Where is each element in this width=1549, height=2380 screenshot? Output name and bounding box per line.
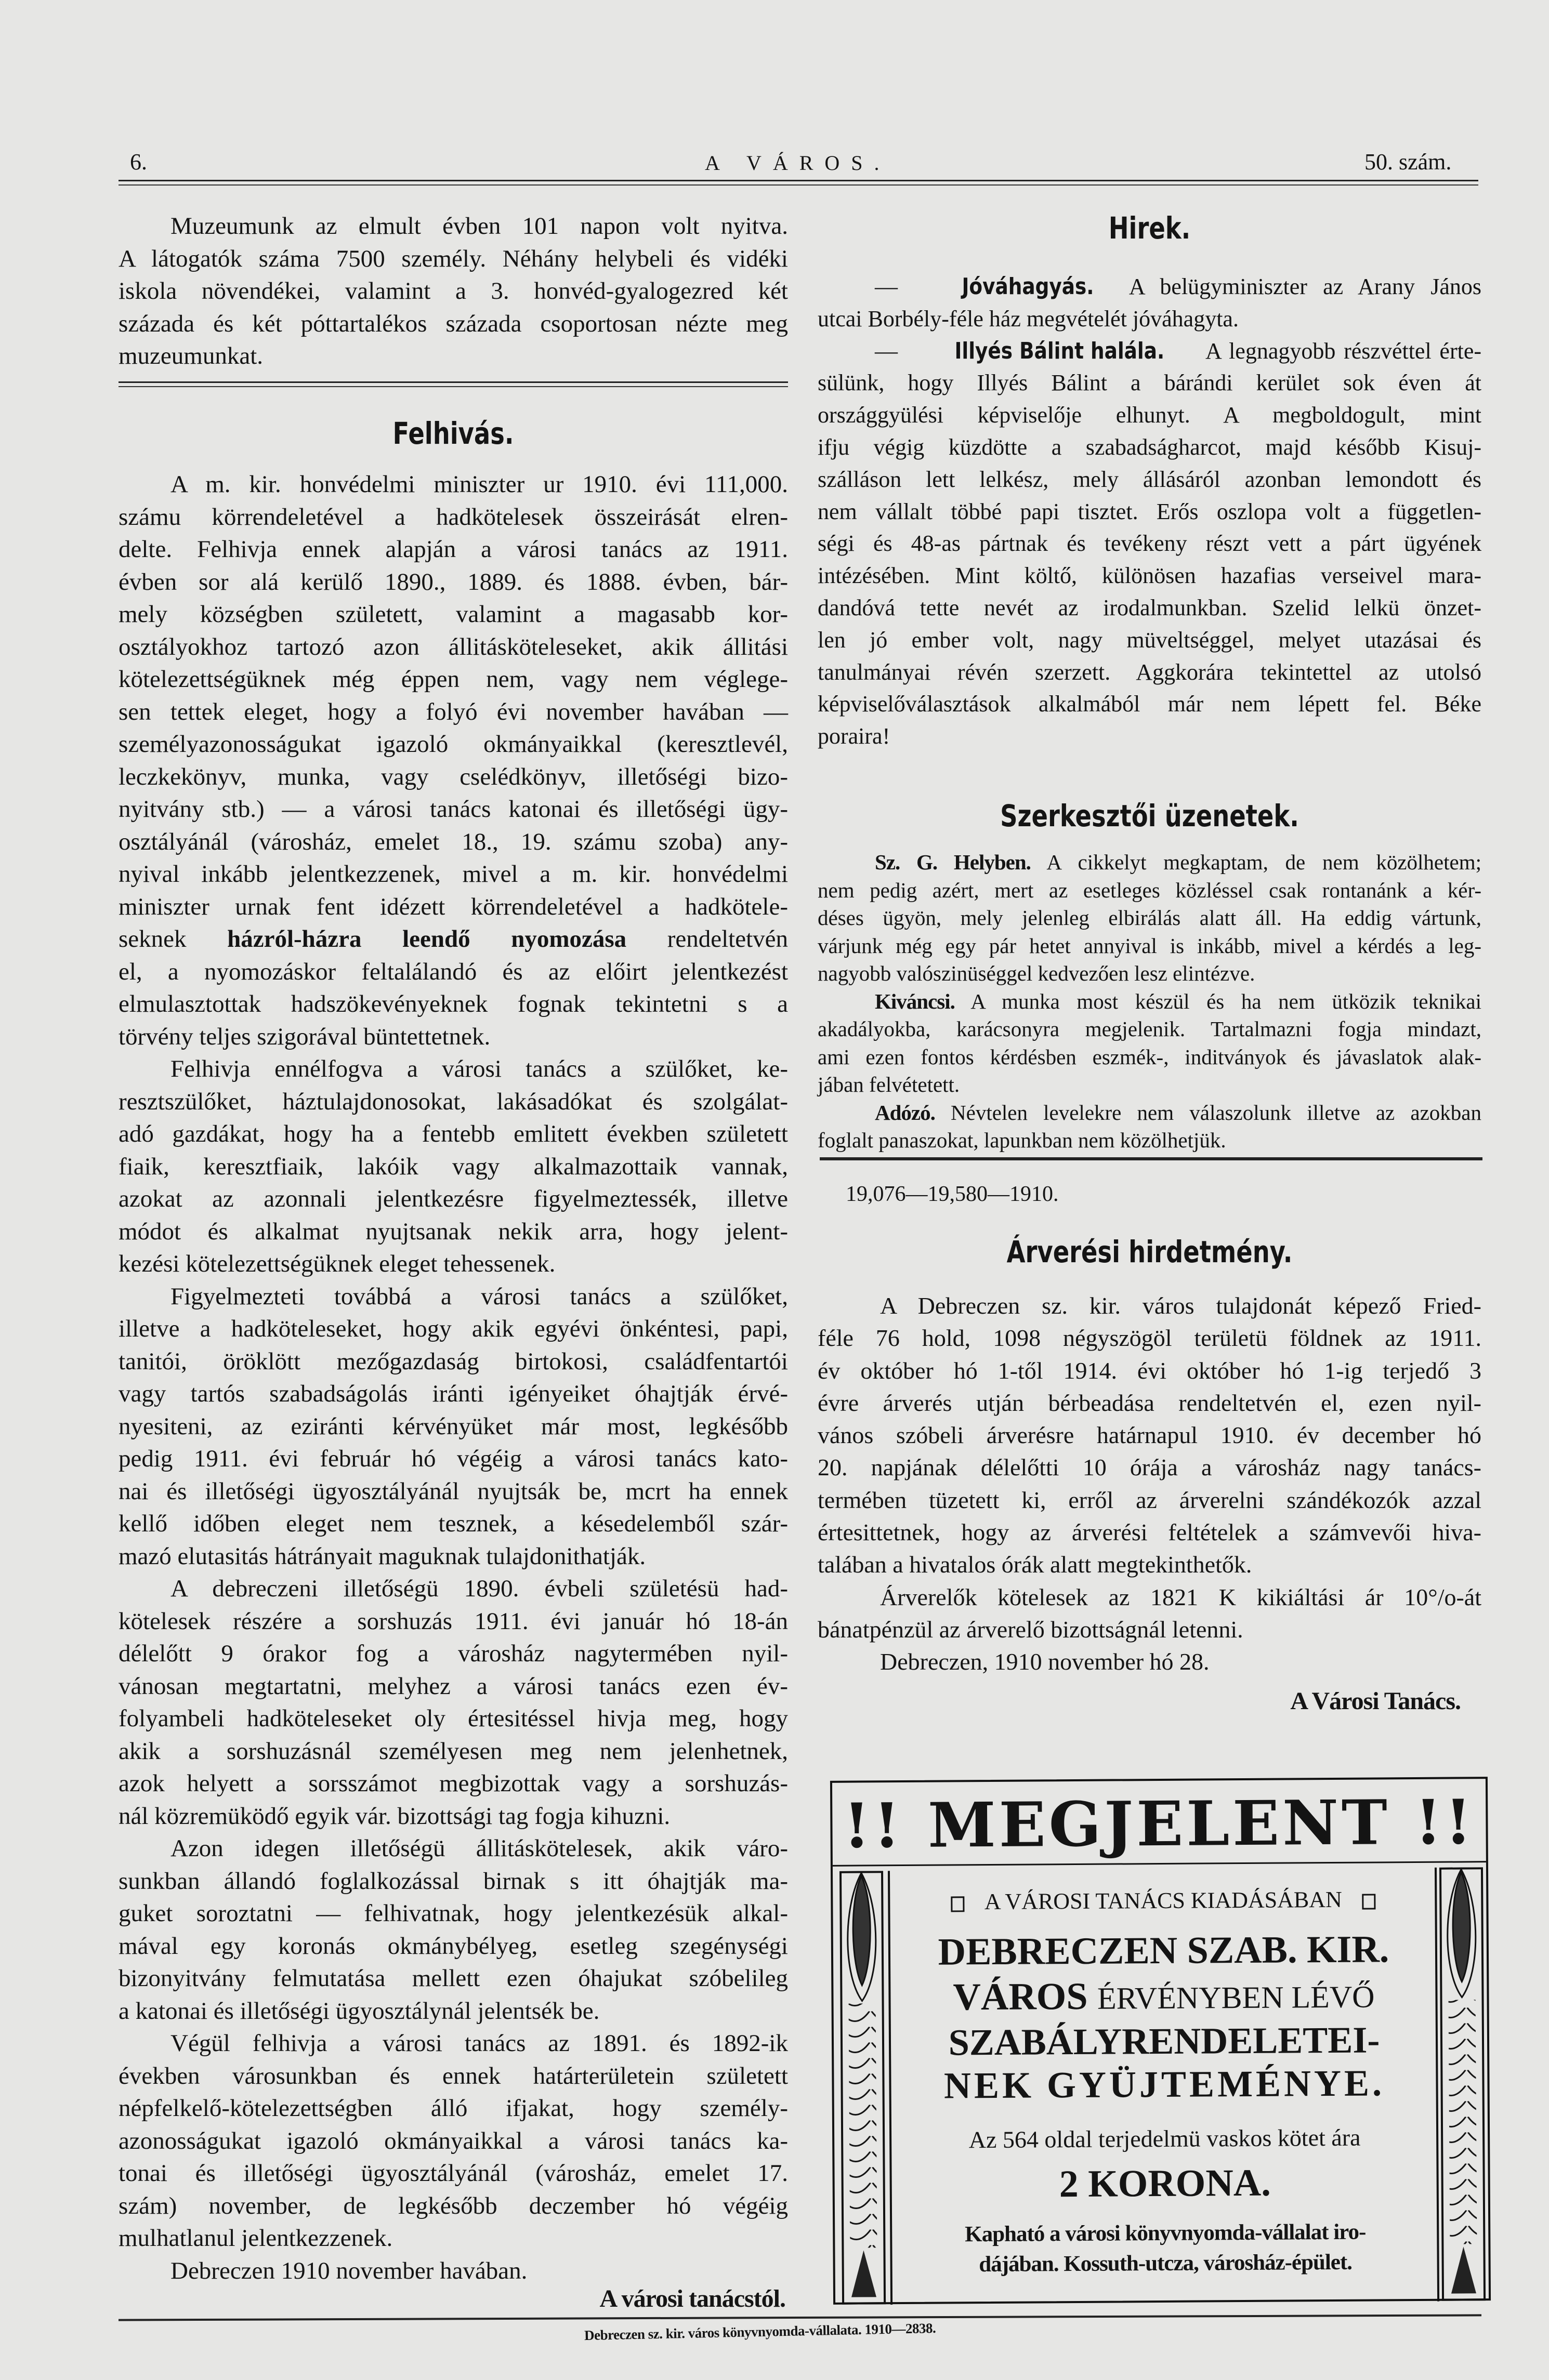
text-line: mely községben született, valamint a magasabb kor- [119, 601, 788, 628]
paragraph [818, 271, 1481, 335]
auction-heading: Árverési hirdetmény. [1006, 1234, 1293, 1270]
text-line [818, 988, 1481, 1016]
editorial-messages [818, 849, 1481, 1155]
text-line: ifju végig küzdötte a szabadságharcot, majd később Kisuj- [818, 434, 1481, 460]
text-line: szálláson lett lelkész, mely állásáról azonban lemondott és [818, 466, 1481, 492]
text-line: nyival inkább jelentkezzenek, mivel a m. kir. honvédelmi [119, 861, 788, 888]
text-line: nyitvány stb.) — a városi tanács katonai és illetőségi ügy- [119, 796, 788, 823]
text-line: talában a hivatalos órák alatt megtekinthetők. [818, 1551, 1252, 1578]
felhivas-article [119, 468, 788, 2287]
section-divider [119, 381, 788, 387]
text-line: osztályokhoz tartozó azon állitásköteleseket, akik állitási [119, 633, 788, 660]
text-line: sen tettek eleget, hogy a folyó évi november havában — [119, 698, 788, 725]
text-line: azokat az azonnali jelentkezésre figyelmeztessék, illetve [119, 1185, 788, 1212]
text-line: Debreczen 1910 november havában. [170, 2257, 528, 2284]
text-line: nai és illetőségi ügyosztályánál nyujtsák be, mcrt ha ennek [119, 1477, 788, 1505]
text-line: intézésében. Mint költő, különösen hazafias verseivel mara- [818, 563, 1481, 589]
text-line: módot és alkalmat nyujtsanak nekik arra, hogy jelent- [119, 1218, 788, 1245]
text-line: A m. kir. honvédelmi miniszter ur 1910. évi 111,000. [170, 471, 788, 498]
text-line: mulhatlanul jelentkezzenek. [119, 2225, 393, 2252]
text-line: nem vállalt többé papi tisztet. Erős oszlopa volt a független- [818, 498, 1481, 524]
text-line: muzeumunkat. [119, 342, 264, 369]
text-line: len jó ember volt, nagy müveltséggel, melyet utazásai és [818, 627, 1481, 653]
felhivas-signature: A városi tanácstól. [599, 2285, 785, 2312]
text-line [818, 335, 1481, 367]
text-line: vagy tartós szabadságolás iránti igényeiket óhajtják érvé- [119, 1380, 788, 1407]
bold-lead-in: Illyés Bálint halála. [954, 337, 1164, 364]
text-line: folyambeli hadköteleseket oly értesitéssel hivja meg, hogy [119, 1705, 788, 1732]
paragraph [119, 1280, 788, 1573]
text-line: ami ezen fontos kérdésben eszmék-, inditványok és jávaslatok alak- [818, 1044, 1481, 1069]
text-line: resztszülőket, háztulajdonosokat, lakásadókat és szolgálat- [119, 1088, 788, 1115]
text-line: adó gazdákat, hogy ha a fentebb emlitett években született [119, 1120, 788, 1147]
publisher-line [890, 1886, 1436, 1915]
issue-number: 50. szám. [1364, 149, 1452, 175]
text-line: években városunkban és ennek határterületein született [119, 2062, 788, 2090]
newspaper-title: A VÁROS. [705, 151, 891, 175]
ornament-left-icon [838, 1871, 893, 2305]
paragraph [119, 2255, 788, 2288]
paragraph [818, 1099, 1481, 1155]
text-line: nál közremüködő egyik vár. bizottsági tag fogja kihuzni. [119, 1802, 671, 1830]
text-line: délelőtt 9 órakor fog a városház nagytermében nyil- [119, 1640, 788, 1667]
book-title-rest: ÉRVÉNYBEN LÉVŐ [1097, 1979, 1375, 2016]
square-bullet-icon [951, 1896, 964, 1912]
text-line: el, a nyomozáskor feltalálandó és az előirt jelentkezést [119, 958, 788, 985]
paragraph [818, 1290, 1481, 1581]
text-line: A látogatók száma 7500 személy. Néhány helybeli és vidéki [119, 245, 788, 272]
text-line: év október hó 1-től 1914. évi október hó 1-ig terjedő 3 [818, 1357, 1481, 1384]
text-line: bánatpénzül az árverelő bizottságnál letenni. [818, 1616, 1243, 1643]
text-segment: — [875, 274, 914, 299]
text-line: vános szóbeli árverésre határnapul 1910. év december hó [818, 1422, 1481, 1449]
text-line: akik a sorshuzásnál személyesen meg nem jelenhetnek, [119, 1737, 788, 1765]
text-line: miniszter urnak fent idézett körrendeletével a hadkötele- [119, 893, 788, 920]
text-line: évben sor alá kerülő 1890., 1889. és 1888. évben, bár- [119, 568, 788, 596]
ornament-right-icon [1434, 1867, 1489, 2302]
paragraph [119, 1832, 788, 2027]
text-segment: Névtelen levelekre nem válaszolunk illetve az azokban [935, 1100, 1481, 1125]
text-line: vánosan megtartatni, melyhez a városi tanács ezen év- [119, 1672, 788, 1700]
text-segment: A belügyminiszter az Arany János [1114, 274, 1481, 299]
text-line: szám) november, de legkésőbb deczember hó végéig [119, 2192, 788, 2219]
text-line: Azon idegen illetőségü állitáskötelesek, akik váro- [170, 1835, 788, 1862]
text-line: várjunk még egy pár hetet annyival is inkább, mivel a kérdés a leg- [818, 933, 1481, 958]
paragraph [818, 988, 1481, 1099]
bold-lead-in: Adózó. [875, 1100, 935, 1125]
book-title-line-2 [891, 1973, 1436, 2020]
square-bullet-icon [1362, 1894, 1376, 1909]
text-line: tanulmányai révén szerzett. Aggkorára tekintettel az utolsó [818, 659, 1481, 685]
text-line: A debreczeni illetőségü 1890. évbeli születésü had- [170, 1575, 788, 1602]
text-line: Debreczen, 1910 november hó 28. [880, 1648, 1210, 1675]
book-advertisement [830, 1777, 1491, 2305]
text-segment: seknek [119, 925, 228, 953]
availability-line-1: Kapható a városi könyvnyomda-vállalat iro- [965, 2219, 1366, 2247]
felhivas-heading: Felhivás. [392, 416, 514, 451]
text-line: nagyobb valószinüséggel kedvezően lesz elintézve. [818, 961, 1255, 985]
text-line [818, 849, 1481, 877]
text-line: személyazonosságukat igazoló okmányaikkal (keresztlevél, [119, 731, 788, 758]
text-line: azok helyett a sorsszámot megbizottak vagy a sorshuzás- [119, 1770, 788, 1797]
text-line: mával egy koronás okmánybélyeg, esetleg szegénységi [119, 1932, 788, 1960]
advert-divider [833, 1861, 1486, 1867]
paragraph [818, 335, 1481, 752]
museum-notice [119, 210, 788, 373]
paragraph [119, 1053, 788, 1280]
text-line: értesittetnek, hogy az árverési feltételek a számvevői hiva- [818, 1519, 1481, 1546]
book-title-line-4: NEK GYÜJTEMÉNYE. [943, 2062, 1385, 2107]
book-title-line-1: DEBRECZEN SZAB. KIR. [938, 1928, 1389, 1974]
text-line: országgyülési képviselője elhunyt. A megboldogult, mint [818, 402, 1481, 428]
text-line: utcai Borbély-féle ház megvételét jóváhagyta. [818, 306, 1239, 332]
text-line: sülünk, hogy Illyés Bálint a bárándi kerület sok éven át [818, 370, 1481, 396]
header-rule [119, 180, 1478, 186]
text-line: azonosságukat igazoló okmányaikkal a városi tanács ka- [119, 2127, 788, 2154]
bold-lead-in: Jóváhagyás. [962, 273, 1094, 300]
text-line: foglalt panaszokat, lapunkban nem közölhetjük. [818, 1128, 1226, 1152]
text-line: 20. napjának délelőtti 10 órája a városház nagy tanács- [818, 1454, 1481, 1481]
text-line: Felhivja ennélfogva a városi tanács a szülőket, ke- [170, 1055, 788, 1082]
advert-title: !! MEGJELENT !! [843, 1786, 1475, 1862]
text-segment: A legnagyobb részvéttel érte- [1198, 338, 1482, 364]
text-line: féle 76 hold, 1098 négyszögöl területü földnek az 1911. [818, 1325, 1481, 1352]
paragraph [119, 2027, 788, 2255]
paragraph [119, 1572, 788, 1832]
text-line: tanitói, öröklött mezőgazdaság birtokosi, családfentartói [119, 1347, 788, 1375]
text-line [818, 1099, 1481, 1127]
text-line: iskola növendékei, valamint a 3. honvéd-gyalogezred két [119, 277, 788, 305]
book-title-bold: VÁROS [953, 1975, 1088, 2019]
text-line: guket soroztatni — felhivatnak, hogy jelentkezésük alkal- [119, 1900, 788, 1927]
bold-lead-in: házról-házra leendő nyomozása [227, 925, 627, 953]
editorial-messages-heading: Szerkesztői üzenetek. [1000, 798, 1299, 834]
text-line: fiaik, keresztfiaik, lakóik vagy alkalmazottaik vannak, [119, 1153, 788, 1180]
text-line: a katonai és illetőségi ügyosztálynál jelentsék be. [119, 1997, 600, 2025]
publisher-text: A VÁROSI TANÁCS KIADÁSÁBAN [984, 1886, 1342, 1915]
printer-imprint: Debreczen sz. kir. város könyvnyomda-vállalata. 1910—2838. [584, 2320, 936, 2344]
footer-rule [119, 2314, 1481, 2321]
text-line: poraira! [818, 723, 890, 749]
paragraph [818, 1581, 1481, 1646]
text-line: kezési kötelezettségüknek eleget tehessenek. [119, 1250, 556, 1277]
text-line [818, 271, 1481, 303]
text-line: kellő időben eleget nem tesznek, a késedelemből szár- [119, 1510, 788, 1537]
text-segment: rendeltetvén [626, 925, 789, 953]
text-line: déses ügyön, mely jelenleg elbirálás alatt áll. Ha eddig vártunk, [818, 906, 1481, 930]
text-line: kötelezettségüknek még éppen nem, vagy nem véglege- [119, 666, 788, 693]
bold-lead-in: Kiváncsi. [875, 989, 955, 1013]
text-line: népfelkelő-kötelezettségben álló ifjakat, hogy személy- [119, 2095, 788, 2122]
text-segment: — [875, 338, 906, 364]
text-line: Árverelők kötelesek az 1821 K kikiáltási ár 10°/o-át [880, 1583, 1481, 1610]
paragraph [119, 210, 788, 373]
text-line: pedig 1911. évi február hó végéig a városi tanács kato- [119, 1445, 788, 1472]
text-line: delte. Felhivja ennek alapján a városi tanács az 1911. [119, 536, 788, 563]
section-divider [820, 1157, 1482, 1160]
text-line [119, 923, 788, 956]
text-segment: A munka most készül és ha nem ütközik teknikai [954, 989, 1481, 1013]
hirek-heading: Hirek. [1108, 210, 1191, 246]
text-line: számu körrendeletével a hadkötelesek összeirását elren- [119, 503, 788, 531]
text-line: kötelesek részére a sorshuzás 1911. évi január hó 18-án [119, 1607, 788, 1635]
page-number: 6. [130, 149, 147, 175]
text-line: akadályokba, karácsonyra megjelenik. Tartalmazni fogja mindazt, [818, 1017, 1481, 1041]
text-line: osztályánál (városház, emelet 18., 19. számu szoba) any- [119, 828, 788, 855]
case-number: 19,076—19,580—1910. [846, 1182, 1059, 1206]
availability-line-2: dájában. Kossuth-utcza, városház-épület. [979, 2250, 1353, 2277]
paragraph [818, 1646, 1481, 1678]
text-line: Muzeumunk az elmult évben 101 napon volt nyitva. [170, 213, 788, 240]
text-line: ségi és 48-as pártnak és tevékeny részt vett a párt ügyének [818, 531, 1481, 557]
text-line: termében tüzetett ki, erről az árverelni szándékozók azzal [818, 1486, 1481, 1513]
text-line: bizonyitvány felmutatása mellett ezen óhajukat szóbelileg [119, 1965, 788, 1992]
bold-lead-in: Sz. G. Helyben. [875, 850, 1031, 874]
auction-signature: A Városi Tanács. [1290, 1687, 1461, 1715]
text-line: Figyelmezteti továbbá a városi tanács a szülőket, [170, 1282, 788, 1310]
text-line: százada és két póttartalékos százada csoportosan nézte meg [119, 310, 788, 337]
auction-notice [818, 1290, 1481, 1678]
news-section [818, 271, 1481, 752]
text-line: törvény teljes szigorával büntettetnek. [119, 1023, 491, 1050]
text-line: illetve a hadköteleseket, hogy akik egyévi önkéntesi, papi, [119, 1315, 788, 1342]
text-line: mazó elutasitás hátrányait maguknak tulajdonithatják. [119, 1542, 646, 1570]
text-line: dandóvá tette nevét az irodalmunkban. Szelid lelkü önzet- [818, 594, 1481, 620]
text-line: nem pedig azért, mert az esetleges közléssel csak rontanánk a kér- [818, 878, 1481, 902]
text-line: A Debreczen sz. kir. város tulajdonát képező Fried- [880, 1292, 1481, 1319]
text-line: képviselőválasztások alkalmából már nem lépett fel. Béke [818, 691, 1481, 717]
price: 2 KORONA. [1059, 2161, 1271, 2206]
text-line: elmulasztottak hadszökevényeknek fognak tekintetni s a [119, 990, 788, 1017]
paragraph [119, 468, 788, 1053]
text-line: leczkekönyv, munka, vagy cselédkönyv, illetőségi bizo- [119, 763, 788, 790]
text-line: sunkban állandó foglalkozással birnak s itt óhajtják ma- [119, 1867, 788, 1895]
book-title-line-3: SZABÁLYRENDELETEI- [948, 2019, 1380, 2064]
text-line: Végül felhivja a városi tanács az 1891. és 1892-ik [170, 2030, 788, 2057]
text-line: jában felvétetett. [818, 1073, 960, 1096]
text-line: nyesiteni, az eziránti kérvényüket már most, legkésőbb [119, 1412, 788, 1440]
paragraph [818, 849, 1481, 988]
text-line: évre árverés utján bérbeadása rendeltetvén el, ezen nyil- [818, 1389, 1481, 1416]
text-segment: A cikkelyt megkaptam, de nem közölhetem; [1030, 850, 1481, 874]
text-line: tonai és illetőségi ügyosztályánál (városház, emelet 17. [119, 2160, 788, 2187]
pages-line: Az 564 oldal terjedelmü vaskos kötet ára [968, 2124, 1361, 2153]
